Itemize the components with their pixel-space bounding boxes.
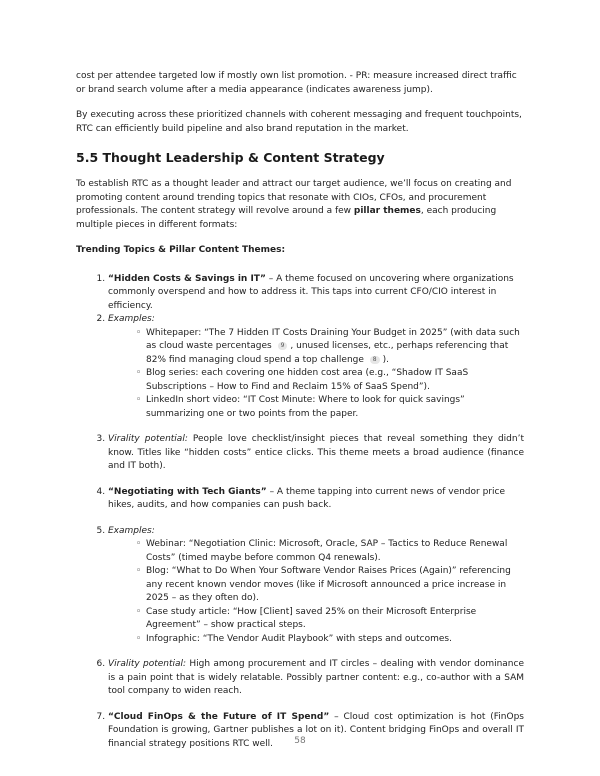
section-intro	[76, 178, 524, 232]
intro-paragraph-2: By executing across these prioritized channels with coherent messaging and frequent touchpoints, RTC can efficiently build pipeline and also brand reputation in the market.	[76, 110, 522, 134]
example-item: ◦ LinkedIn short video: “IT Cost Minute: Where to look for quick savings” summarizing one or two points from the paper.	[136, 394, 524, 421]
example-text: , unused licenses, etc., perhaps referencing that 82% find managing cloud spend a top challenge	[146, 341, 509, 365]
citation-badge[interactable]: 9	[278, 342, 288, 350]
examples-label-1: Examples:	[108, 314, 155, 324]
section-intro-text-a: To establish RTC as a thought leader and attract our target audience, we’ll focus on creating and promoting content around trending topics that resonate with CIOs, CFOs, and procurement professionals. The content strategy will revolve around a few	[76, 179, 512, 216]
citation-badge[interactable]: 8	[370, 356, 380, 364]
list-item-6	[108, 658, 524, 699]
section-heading: 5.5 Thought Leadership & Content Strategy	[76, 150, 385, 165]
section-intro-text-b: , each producing multiple pieces in different formats:	[76, 206, 497, 230]
section-intro-bold: pillar themes	[353, 206, 421, 216]
example-item: ◦ Case study article: “How [Client] saved 25% on their Microsoft Enterprise Agreement” – show practical steps.	[136, 606, 524, 633]
examples-list-2	[108, 538, 524, 646]
virality-text-1: People love checklist/insight pieces that reveal something they didn’t know. Titles like “hidden costs” entice clicks. This theme meets a broad audience (finance and IT both).	[108, 434, 524, 471]
theme-desc-2: – A theme tapping into current news of vendor price hikes, audits, and how companies can push back.	[108, 486, 505, 510]
example-text: ).	[382, 354, 389, 365]
example-item: ◦ Infographic: “The Vendor Audit Playbook” with steps and outcomes.	[136, 633, 524, 647]
themes-list	[76, 273, 524, 752]
virality-text-2: High among procurement and IT circles – dealing with vendor dominance is a pain point that is widely relatable. Possibly partner content: e.g., co-author with a SAM tool company to widen reach.	[108, 659, 525, 696]
example-item: ◦ Webinar: “Negotiation Clinic: Microsoft, Oracle, SAP – Tactics to Reduce Renewal Costs” (timed maybe before common Q4 renewals).	[136, 538, 524, 565]
list-item-1	[108, 273, 524, 314]
list-item-3	[108, 433, 524, 474]
theme-desc-3: – Cloud cost optimization is hot (FinOps Foundation is growing, Gartner publishes a lot on it). Content bridging FinOps and overall IT financial strategy positions RTC well.	[108, 711, 524, 749]
examples-list-1	[108, 327, 524, 422]
example-text: Whitepaper: “The 7 Hidden IT Costs Draining Your Budget in 2025” (with data such as cloud waste percentages	[146, 327, 520, 351]
intro-paragraph-1: cost per attendee targeted low if mostly own list promotion. - PR: measure increased direct traffic or brand search volume after a media appearance (indicates awareness jump).	[76, 71, 517, 95]
example-item	[136, 327, 524, 368]
example-item: ◦ Blog series: each covering one hidden cost area (e.g., “Shadow IT SaaS Subscriptions – How to Find and Reclaim 15% of SaaS Spend”).	[136, 367, 524, 394]
theme-title-2: “Negotiating with Tech Giants”	[108, 486, 267, 497]
page-number: 58	[294, 736, 306, 746]
list-item-5	[108, 525, 524, 647]
subheading: Trending Topics & Pillar Content Themes:	[76, 245, 286, 255]
example-item: ◦ Blog: “What to Do When Your Software Vendor Raises Prices (Again)” referencing any recent known vendor moves (like if Microsoft announced a price increase in 2025 – as they often do).	[136, 565, 524, 606]
theme-title-3: “Cloud FinOps & the Future of IT Spend”	[108, 711, 330, 722]
theme-desc-1: – A theme focused on uncovering where organizations commonly overspend and how to address it. This taps into current CFO/CIO interest in efficiency.	[108, 273, 514, 311]
theme-title-1: “Hidden Costs & Savings in IT”	[108, 273, 266, 284]
virality-label-1: Virality potential:	[108, 434, 188, 444]
examples-label-2: Examples:	[108, 525, 155, 536]
virality-label-2: Virality potential:	[108, 659, 187, 669]
list-item-2	[108, 313, 524, 421]
list-item-4	[108, 486, 524, 513]
page-content	[76, 70, 524, 751]
